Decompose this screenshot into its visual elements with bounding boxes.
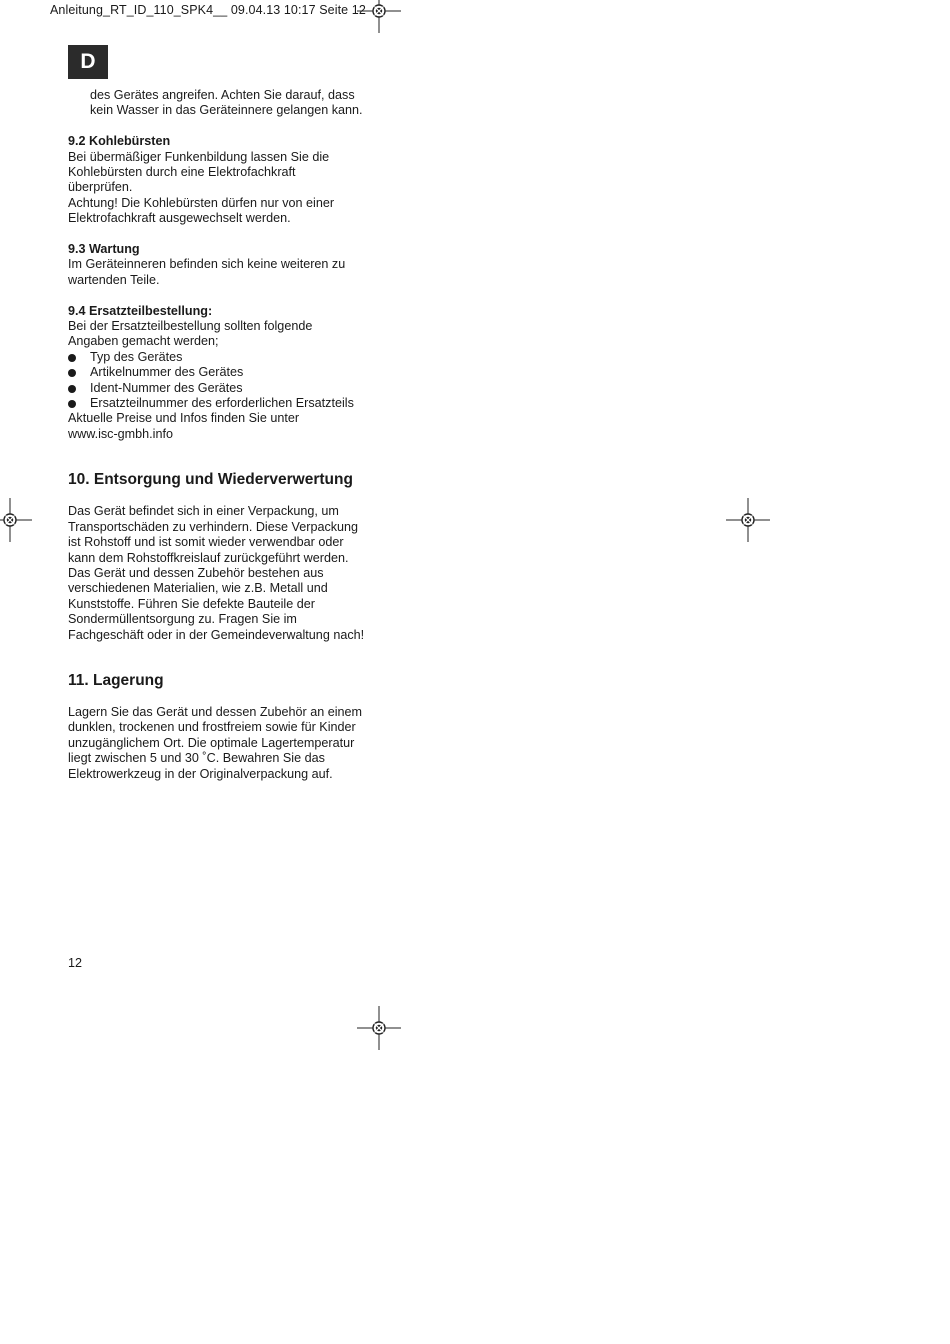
text-line: Elektrowerkzeug in der Originalverpackung auf.: [68, 766, 333, 781]
text-line: Elektrofachkraft ausgewechselt werden.: [68, 211, 291, 226]
text-line: Angaben gemacht werden;: [68, 334, 219, 349]
language-tab: D: [68, 45, 108, 79]
text-line: kann dem Rohstoffkreislauf zurückgeführt werden.: [68, 550, 349, 565]
section-heading: 11. Lagerung: [68, 671, 164, 689]
registration-mark-icon: [726, 498, 770, 542]
text-line: Bei der Ersatzteilbestellung sollten folgende: [68, 319, 313, 334]
text-line: Achtung! Die Kohlebürsten dürfen nur von einer: [68, 195, 335, 210]
list-item: Artikelnummer des Gerätes: [68, 365, 388, 380]
text-line: Fachgeschäft oder in der Gemeindeverwaltung nach!: [68, 627, 365, 642]
text-line: dunklen, trockenen und frostfreiem sowie für Kinder: [68, 720, 356, 735]
text-line: wartenden Teile.: [68, 272, 160, 287]
text-line: Lagern Sie das Gerät und dessen Zubehör an einem: [68, 704, 363, 719]
text-line: Das Gerät und dessen Zubehör bestehen aus: [68, 565, 324, 580]
text-line: liegt zwischen 5 und 30 ˚C. Bewahren Sie das: [68, 751, 325, 766]
section-title: 9.3 Wartung: [68, 242, 140, 257]
text-line: Aktuelle Preise und Infos finden Sie unter: [68, 411, 300, 426]
section-title: 9.4 Ersatzteilbestellung:: [68, 303, 213, 318]
page-content: [68, 88, 388, 782]
section-heading: 10. Entsorgung und Wiederverwertung: [68, 471, 353, 489]
section-10: [68, 470, 388, 643]
text-line: Transportschäden zu verhindern. Diese Verpackung: [68, 519, 359, 534]
text-line: verschiedenen Materialien, wie z.B. Metall und: [68, 581, 328, 596]
list-item: Typ des Gerätes: [68, 350, 388, 365]
text-line: Im Geräteinneren befinden sich keine weiteren zu: [68, 257, 346, 272]
list-item: Ident-Nummer des Gerätes: [68, 381, 388, 396]
registration-mark-icon: [357, 1006, 401, 1050]
registration-mark-icon: [0, 498, 32, 542]
intro-text: [68, 88, 388, 119]
text-line: Sondermüllentsorgung zu. Fragen Sie im: [68, 612, 297, 627]
text-line: kein Wasser in das Geräteinnere gelangen kann.: [90, 103, 363, 118]
page-number: 12: [68, 956, 83, 970]
text-line: unzugänglichem Ort. Die optimale Lagertemperatur: [68, 735, 355, 750]
text-line: Kunststoffe. Führen Sie defekte Bauteile der: [68, 596, 315, 611]
section-9-3: [68, 242, 388, 288]
list-item: Ersatzteilnummer des erforderlichen Ersatzteils: [68, 396, 388, 411]
text-line: des Gerätes angreifen. Achten Sie darauf, dass: [90, 88, 355, 102]
registration-mark-icon: [357, 0, 401, 33]
text-line: überprüfen.: [68, 180, 133, 195]
section-9-4: [68, 304, 388, 443]
text-line: Kohlebürsten durch eine Elektrofachkraft: [68, 165, 296, 180]
text-line: Bei übermäßiger Funkenbildung lassen Sie die: [68, 149, 330, 164]
text-line: Das Gerät befindet sich in einer Verpackung, um: [68, 504, 339, 519]
print-header: Anleitung_RT_ID_110_SPK4__ 09.04.13 10:17 Seite 12: [50, 3, 366, 17]
section-9-2: [68, 134, 388, 226]
section-title: 9.2 Kohlebürsten: [68, 134, 171, 149]
section-11: [68, 671, 388, 782]
text-line: ist Rohstoff und ist somit wieder verwendbar oder: [68, 535, 344, 550]
parts-info-list: [68, 350, 388, 412]
website-link: www.isc-gmbh.info: [68, 426, 173, 441]
